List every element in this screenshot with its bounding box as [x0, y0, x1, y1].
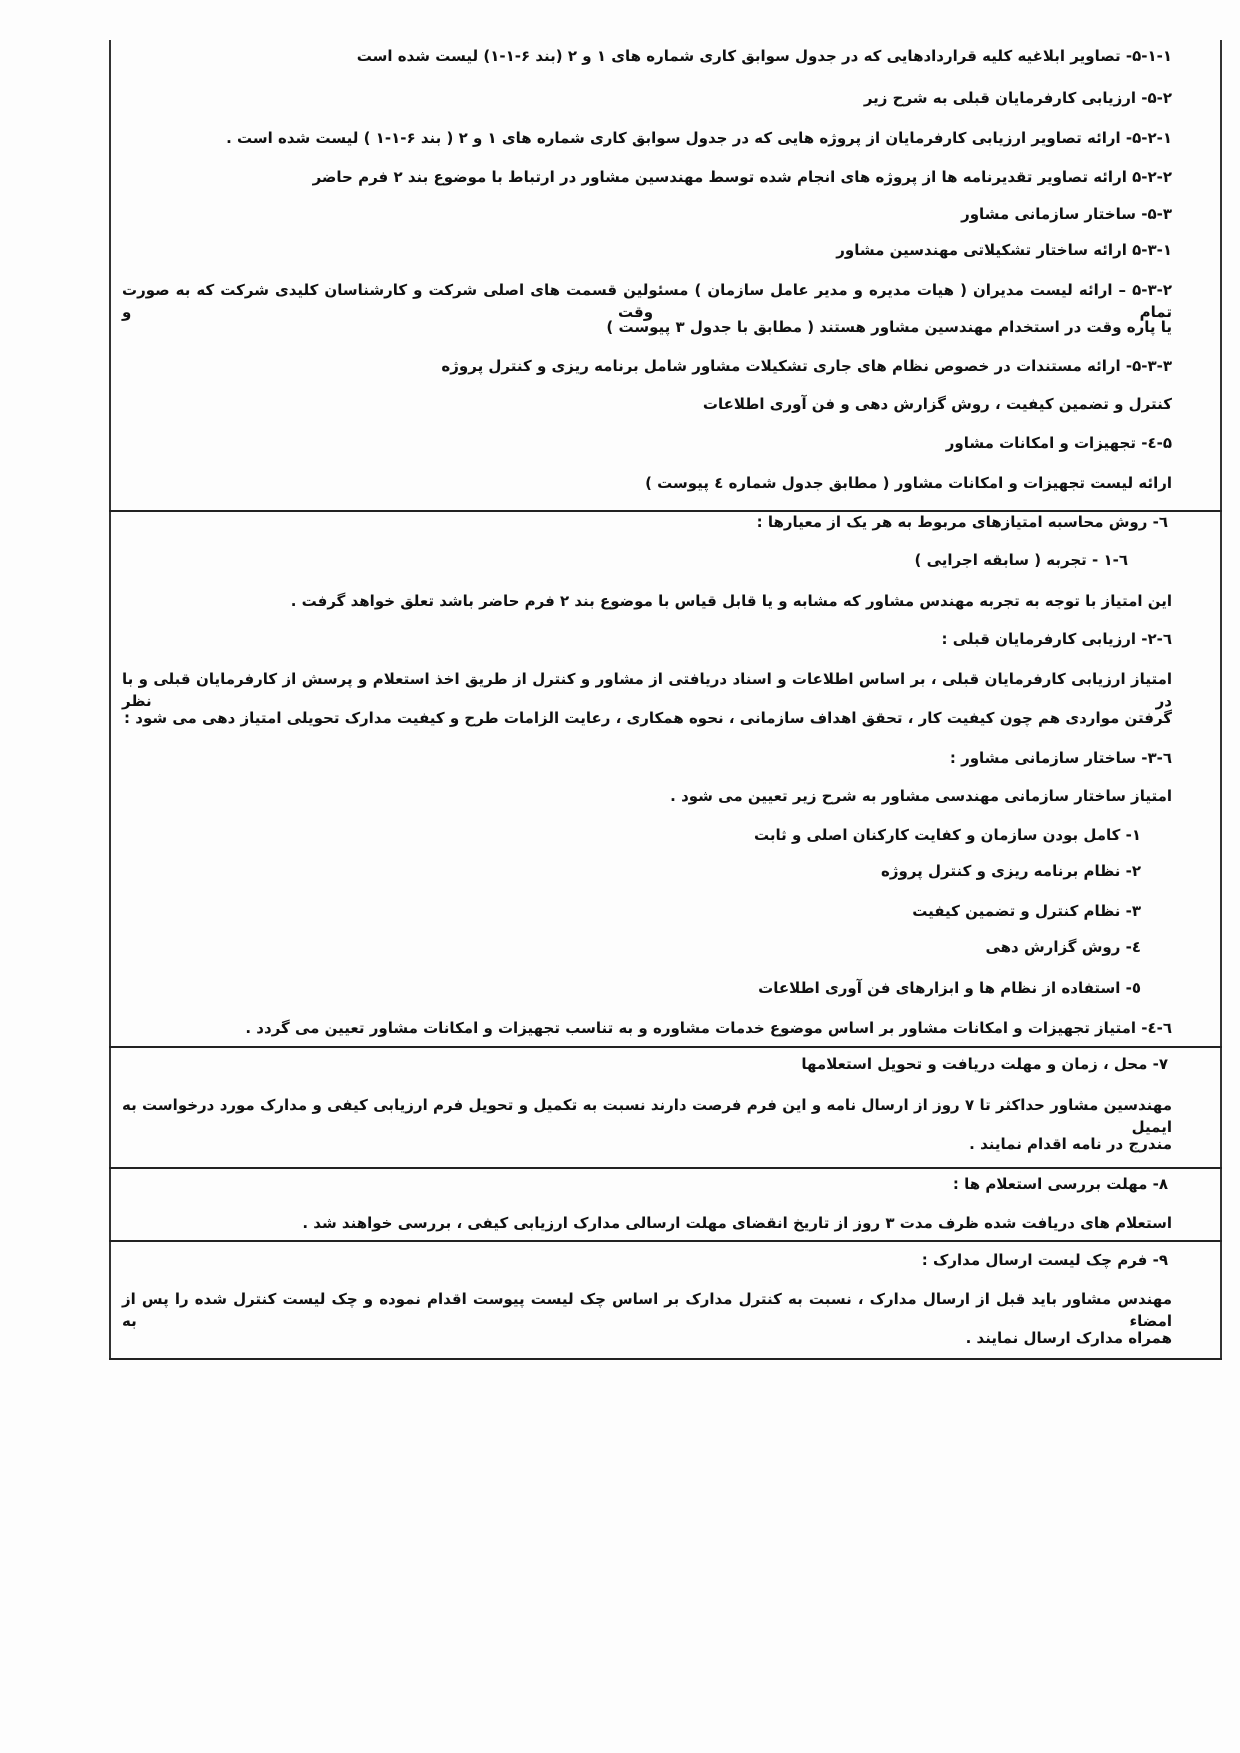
- doc-line: ۵-۳-۲ – ارائه لیست مدیران ( هیات مدیره و مدیر عامل سازمان ) مسئولین قسمت های اصلی شرکت و کارشناسان کلیدی شرکت که به صورت تمام وقت و: [122, 281, 1172, 321]
- paragraph: استعلام های دریافت شده ظرف مدت ٣ روز از تاریخ انقضای مهلت ارسالی مدارک ارزیابی کیفی ، بررسی خواهند شد .: [302, 1214, 1172, 1232]
- doc-line: ۵-۳-۱ ارائه ساختار تشکیلاتی مهندسین مشاور: [836, 241, 1172, 259]
- list-item: ٣- نظام کنترل و تضمین کیفیت: [912, 902, 1141, 920]
- left-border: [109, 40, 111, 1360]
- paragraph: مندرج در نامه اقدام نمایند .: [969, 1135, 1172, 1153]
- subsection-title: ٦-١ - تجربه ( سابقه اجرایی ): [914, 551, 1128, 569]
- paragraph: این امتیاز با توجه به تجربه مهندس مشاور که مشابه و یا قابل قیاس با موضوع بند ۲ فرم حاضر باشد تعلق خواهد گرفت .: [290, 592, 1172, 610]
- section-heading: ٦- روش محاسبه امتیازهای مربوط به هر یک از معیارها :: [756, 513, 1168, 531]
- list-item: ٢- نظام برنامه ریزی و کنترل پروژه: [881, 862, 1141, 880]
- subsection-title: ٦-٢- ارزیابی کارفرمایان قبلی :: [941, 630, 1172, 648]
- bottom-border: [109, 1358, 1222, 1360]
- divider-section-7: [109, 1046, 1222, 1048]
- doc-heading: ۵-۳- ساختار سازمانی مشاور: [961, 205, 1172, 223]
- paragraph: همراه مدارک ارسال نمایند .: [965, 1329, 1172, 1347]
- doc-line: ۵-۲-۱- ارائه تصاویر ارزیابی کارفرمایان از پروژه هایی که در جدول سوابق کاری شماره های ۱ و ۲ ( بند ۶-۱-۱ ) لیست شده است .: [226, 129, 1172, 147]
- doc-heading: ۵-٤- تجهیزات و امکانات مشاور: [945, 434, 1172, 452]
- divider-section-8: [109, 1167, 1222, 1169]
- right-border: [1220, 40, 1222, 1360]
- doc-line: ۵-۲-۲ ارائه تصاویر تقدیرنامه ها از پروژه های انجام شده توسط مهندسین مشاور در ارتباط با موضوع بند ۲ فرم حاضر: [312, 168, 1172, 186]
- paragraph: ٦-٤- امتیاز تجهیزات و امکانات مشاور بر اساس موضوع خدمات مشاوره و به تناسب تجهیزات و امکانات مشاور تعیین می گردد .: [245, 1019, 1172, 1037]
- doc-line: یا پاره وقت در استخدام مهندسین مشاور هستند ( مطابق با جدول ۳ پیوست ): [606, 318, 1172, 336]
- section-heading: ٧- محل ، زمان و مهلت دریافت و تحویل استعلامها: [801, 1055, 1168, 1073]
- list-item: ١- کامل بودن سازمان و کفایت کارکنان اصلی و ثابت: [754, 826, 1141, 844]
- subsection-title: ٦-٣- ساختار سازمانی مشاور :: [949, 749, 1172, 767]
- list-item: ٤- روش گزارش دهی: [985, 938, 1141, 956]
- paragraph: امتیاز ارزیابی کارفرمایان قبلی ، بر اساس اطلاعات و اسناد دریافتی از مشاور و کنترل از طریق اخذ استعلام و پرسش از کارفرمایان قبلی و با در نظر: [122, 670, 1172, 710]
- divider-section-9: [109, 1240, 1222, 1242]
- doc-line: ۵-۳-۳- ارائه مستندات در خصوص نظام های جاری تشکیلات مشاور شامل برنامه ریزی و کنترل پروژه: [441, 357, 1172, 375]
- paragraph: مهندسین مشاور حداکثر تا ٧ روز از ارسال نامه و این فرم فرصت دارند نسبت به تکمیل و تحویل فرم ارزیابی کیفی و مدارک مورد درخواست به ایمیل: [122, 1096, 1172, 1136]
- doc-line: ارائه لیست تجهیزات و امکانات مشاور ( مطابق جدول شماره ٤ پیوست ): [645, 474, 1172, 492]
- paragraph: مهندس مشاور باید قبل از ارسال مدارک ، نسبت به کنترل مدارک بر اساس چک لیست پیوست اقدام نموده و چک لیست کنترل شده را پس از امضاء به: [122, 1290, 1172, 1330]
- doc-line: کنترل و تضمین کیفیت ، روش گزارش دهی و فن آوری اطلاعات: [702, 395, 1172, 413]
- list-item: ٥- استفاده از نظام ها و ابزارهای فن آوری اطلاعات: [758, 979, 1141, 997]
- section-heading: ٨- مهلت بررسی استعلام ها :: [952, 1175, 1168, 1193]
- paragraph: امتیاز ساختار سازمانی مهندسی مشاور به شرح زیر تعیین می شود .: [670, 787, 1172, 805]
- paragraph: گرفتن مواردی هم چون کیفیت کار ، تحقق اهداف سازمانی ، نحوه همکاری ، رعایت الزامات طرح و کیفیت مدارک تحویلی امتیاز دهی می شود :: [124, 709, 1172, 727]
- doc-heading: ۵-۲- ارزیابی کارفرمایان قبلی به شرح زیر: [863, 89, 1172, 107]
- section-heading: ٩- فرم چک لیست ارسال مدارک :: [921, 1251, 1168, 1269]
- doc-line: ۵-۱-۱- تصاویر ابلاغیه کلیه قراردادهایی که در جدول سوابق کاری شماره های ۱ و ۲ (بند ۶-۱-۱) لیست شده است: [356, 47, 1172, 65]
